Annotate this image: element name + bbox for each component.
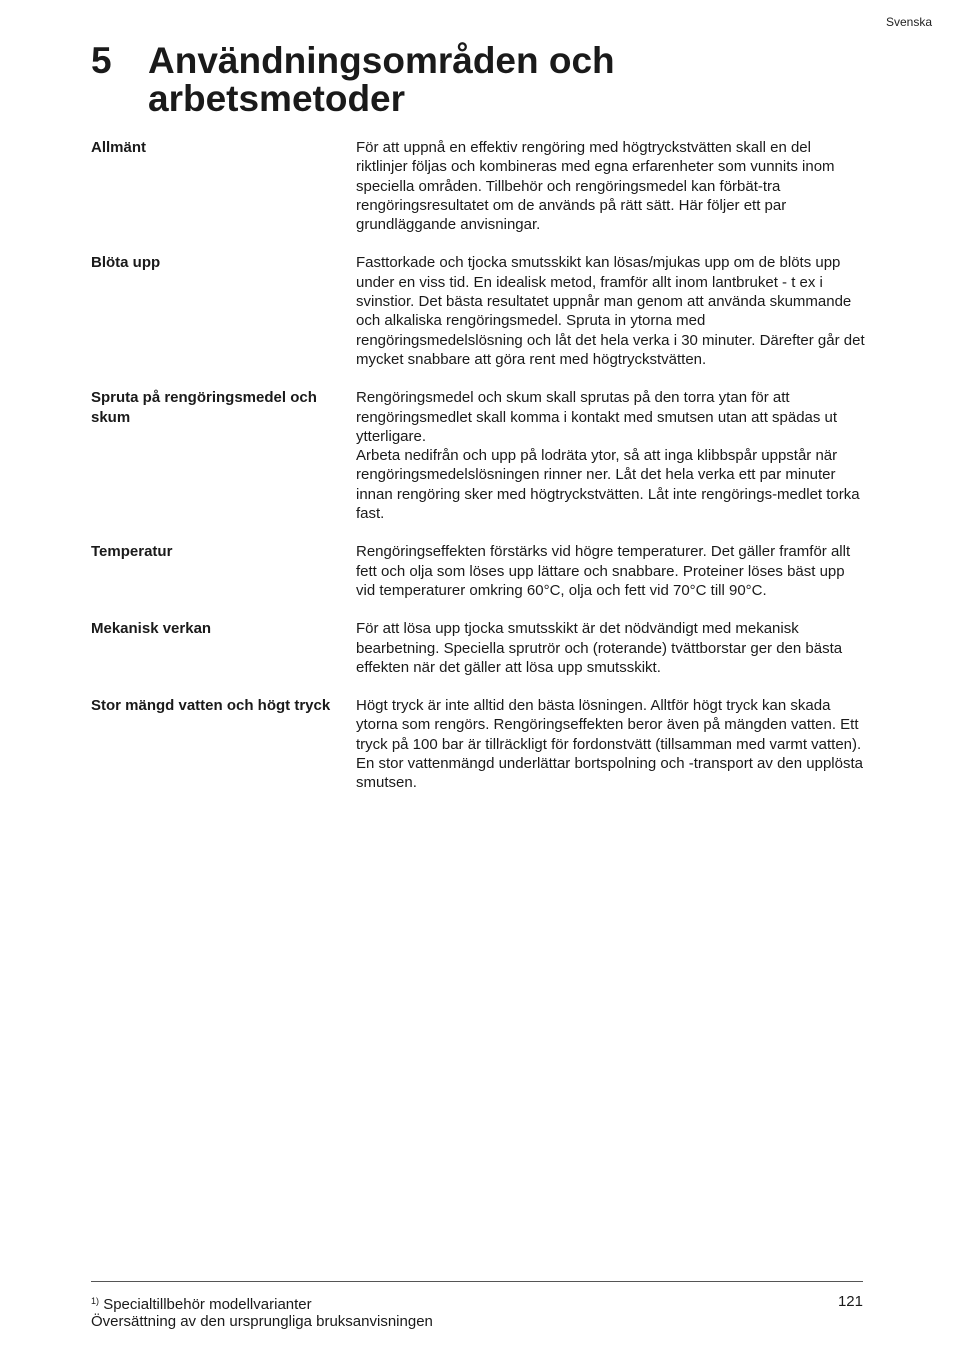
language-label: Svenska	[885, 15, 932, 29]
section-label: Spruta på rengöringsmedel och skum	[91, 389, 317, 426]
section-body	[356, 138, 866, 234]
chapter-number: 5	[91, 40, 112, 81]
section-paragraph: Rengöringsmedel och skum skall sprutas på den torra ytan för att rengöringsmedlet skall komma i kontakt med smutsen utan att spädas ut ytterligare.	[356, 389, 838, 445]
chapter-title: Användningsområden och arbetsmetoder	[148, 40, 615, 119]
section-paragraph: För att uppnå en effektiv rengöring med högtryckstvätten skall en del riktlinjer följas och kombineras med egna erfarenheter som vunnits inom speciella områden. Tillbehör och rengöringsmedel kan förbät-tra rengöringsresultatet om de används på rätt sätt. Här följer ett par grundläggande anvisningar.	[356, 139, 835, 234]
section-list	[91, 138, 866, 812]
section-label: Temperatur	[91, 543, 173, 561]
section-paragraph: Rengöringseffekten förstärks vid högre temperaturer. Det gäller framför allt fett och olja som löses upp lättare och snabbare. Proteiner löses bäst upp vid temperaturer omkring 60°C, olja och fett vid 70°C till 90°C.	[356, 543, 851, 599]
section-paragraph: Högt tryck är inte alltid den bästa lösningen. Alltför högt tryck kan skada ytorna som rengörs. Rengöringseffekten beror även på mängden vatten. Ett tryck på 100 bar är tillräckligt för fordonstvätt (tillsamman med varmt vatten). En stor vattenmängd underlättar bortspolning och -transport av den upplösta smutsen.	[356, 697, 863, 792]
footnote-text: Specialtillbehör modellvarianter	[103, 1296, 312, 1313]
chapter-heading	[91, 42, 748, 118]
section-body	[356, 696, 866, 792]
section-label: Mekanisk verkan	[91, 620, 212, 638]
section-paragraph: Arbeta nedifrån och upp på lodräta ytor, så att inga klibbspår uppstår när rengöringsmedelslösningen rinner ner. Låt det hela verka ett par minuter innan rengöring sker med högtryckstvätten. Låt inte rengörings-medlet torka fast.	[356, 447, 860, 523]
page-number: 121	[837, 1293, 863, 1310]
footer-divider	[91, 1281, 863, 1282]
section-label: Stor mängd vatten och högt tryck	[91, 697, 331, 715]
section-allmant	[91, 138, 866, 234]
section-spruta-rengoringsmedel	[91, 388, 866, 523]
section-mekanisk-verkan	[91, 619, 866, 677]
section-blota-upp	[91, 253, 866, 369]
section-body	[356, 542, 866, 600]
translation-note: Översättning av den ursprungliga bruksanvisningen	[91, 1313, 433, 1330]
section-body	[356, 619, 866, 677]
footnote-marker: 1)	[91, 1296, 100, 1306]
section-paragraph: Fasttorkade och tjocka smutsskikt kan lösas/mjukas upp om de blöts upp under en viss tid. En idealisk metod, framför allt inom lantbruket - t ex i svinstior. Det bästa resultatet uppnår man genom att använda skummande och alkaliska rengöringsmedel. Spruta in ytorna med rengöringsmedelslösning och låt det hela verka i 30 minuter. Därefter går det mycket snabbare att göra rent med högtryckstvätten.	[356, 254, 865, 368]
section-label: Allmänt	[91, 139, 147, 156]
section-label: Blöta upp	[91, 254, 161, 272]
section-vatten-tryck	[91, 696, 866, 792]
footnote	[91, 1292, 312, 1314]
section-body	[356, 253, 866, 369]
section-paragraph: För att lösa upp tjocka smutsskikt är det nödvändigt med mekanisk bearbetning. Speciella sprutrör och (roterande) tvättborstar ger den bästa effekten när det gäller att lösa upp smutsskikt.	[356, 620, 843, 676]
section-temperatur	[91, 542, 866, 600]
section-body	[356, 388, 866, 523]
